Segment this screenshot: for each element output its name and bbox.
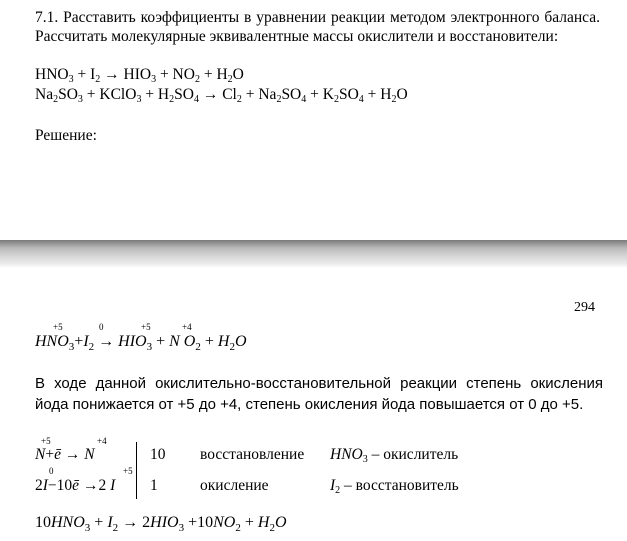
balance-row-1-coef: 10: [150, 446, 166, 463]
balance-row-1-process: восстановление: [200, 446, 305, 463]
reaction-equation: $HNO_3+I_2 \to HIO_3 + N$ $O_2 + H_2O$: [35, 333, 247, 353]
balance-row-2-coef: 1: [150, 477, 158, 494]
solution-label: Решение:: [35, 127, 97, 144]
balance-row-2-process: окисление: [200, 477, 269, 494]
ox-state-n-no2: +4: [182, 322, 192, 332]
balance-row-2-species: $I_2$ – восстановитель: [330, 477, 459, 496]
task-statement: [35, 8, 600, 46]
balance-divider: [136, 442, 137, 499]
equation-1: $HNO_3 + I_2 \to HIO_3 + NO_2 + H_2O$: [35, 66, 244, 85]
equation-2: $Na_2SO_3$ + KClO$_3$ + $H_2SO_4 \to Cl_2 + Na_2SO_4 + K_2SO_4 + H_2O$: [35, 86, 408, 105]
balance-row-2-left: 2I−10ē →2 I: [35, 477, 116, 494]
document-page-1: [0, 0, 627, 240]
balance-ox-i-right: +5: [123, 466, 133, 476]
final-equation: $10HNO_3 + I_2 \to 2HIO_3 +10NO_2 + H_2O$: [35, 514, 287, 534]
balance-ox-i-left: 0: [49, 466, 54, 476]
balance-row-1-left: N+ē → N: [35, 446, 95, 463]
explanation-paragraph: В ходе данной окислительно-восстановительной реакции степень окисления йода понижается от +5 до +4, степень окисления йода повышается от 0 до +5.: [35, 375, 603, 413]
ox-state-i-hio3: +5: [141, 322, 151, 332]
page-number: 294: [574, 300, 595, 315]
ox-state-n-hno3: +5: [53, 322, 63, 332]
page-separator: [0, 240, 627, 268]
ox-state-i2: 0: [99, 322, 104, 332]
balance-ox-n-left: +5: [41, 436, 51, 446]
task-text: 7.1. Расставить коэффициенты в уравнении реакции методом электронного баланса. Рассчитать молекулярные эквивалентные массы окислители и восстановители:: [35, 9, 600, 45]
balance-row-1-species: $HNO_3$ – окислитель: [330, 446, 459, 465]
balance-ox-n-right: +4: [97, 436, 107, 446]
